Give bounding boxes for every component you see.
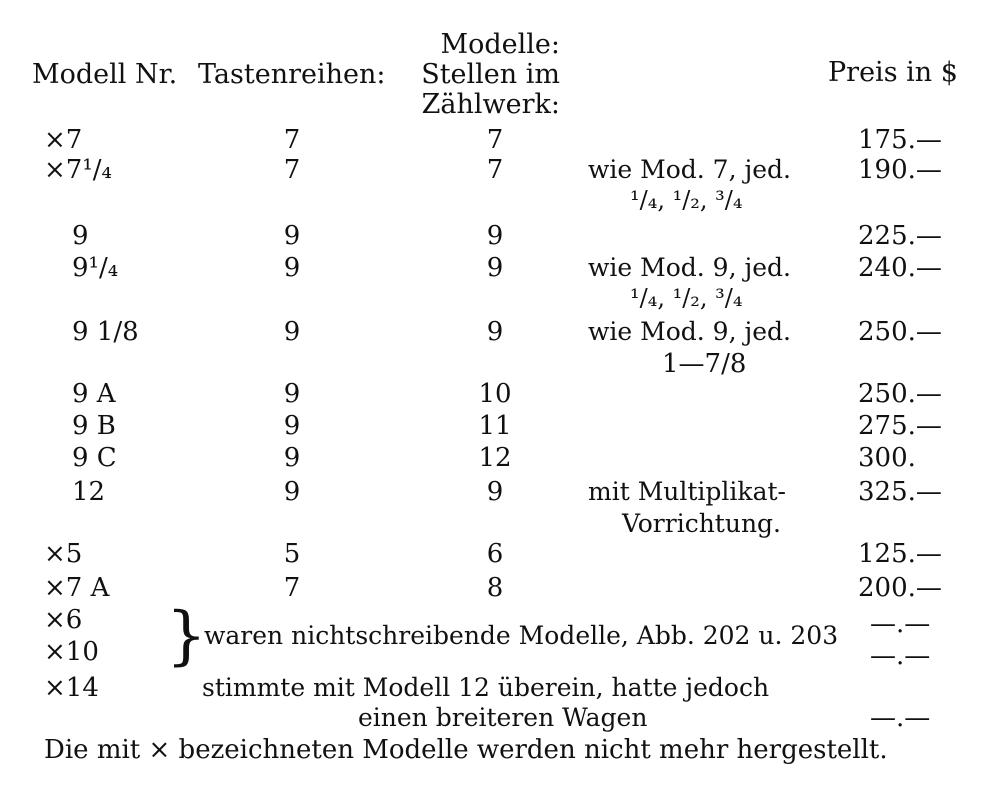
row-6-places: 10 <box>478 379 512 409</box>
row-9-note-line2: Vorrichtung. <box>622 509 782 538</box>
row-6-price: 250.— <box>858 379 942 409</box>
row-4-places: 9 <box>486 253 504 283</box>
header-register-line3: Zählwerk: <box>421 89 560 120</box>
header-key-rows: Tastenreihen: <box>198 59 386 90</box>
model-6: ×6 <box>44 605 83 635</box>
row-2-note: wie Mod. 7, jed. <box>588 155 791 184</box>
row-6-keys: 9 <box>283 379 301 409</box>
row-4-price: 240.— <box>858 253 942 283</box>
row-2-model: ×7¹/₄ <box>44 155 112 185</box>
row-11-model: ×7 A <box>44 573 110 603</box>
row-5-note-range: 1—7/8 <box>662 349 747 379</box>
row-4-note-fractions: ¹/₄, ¹/₂, ³/₄ <box>630 284 743 312</box>
row-7-price: 275.— <box>858 411 942 441</box>
row-11-keys: 7 <box>283 573 301 603</box>
row-8-places: 12 <box>478 443 512 473</box>
row-11-places: 8 <box>486 573 504 603</box>
row-7-keys: 9 <box>283 411 301 441</box>
non-writing-models-note: waren nichtschreibende Modelle, Abb. 202 u. 203 <box>204 621 839 650</box>
row-9-price: 325.— <box>858 477 942 507</box>
row-5-model: 9 1/8 <box>72 317 139 347</box>
row-6-model: 9 A <box>72 379 116 409</box>
model-10: ×10 <box>44 637 99 667</box>
footnote: Die mit × bezeichneten Modelle werden nicht mehr hergestellt. <box>44 735 888 765</box>
row-2-note-fractions: ¹/₄, ¹/₂, ³/₄ <box>630 186 743 214</box>
row-5-price: 250.— <box>858 317 942 347</box>
row-2-places: 7 <box>486 155 504 185</box>
header-register-line1: Modelle: <box>440 29 560 60</box>
row-10-model: ×5 <box>44 539 83 569</box>
row-4-keys: 9 <box>283 253 301 283</box>
model-6-price: —.— <box>870 609 931 639</box>
model-14-note-line2: einen breiteren Wagen <box>358 703 648 732</box>
header-model-no: Modell Nr. <box>32 59 178 90</box>
row-9-model: 12 <box>72 477 106 507</box>
row-11-price: 200.— <box>858 573 942 603</box>
row-10-places: 6 <box>486 539 504 569</box>
model-14: ×14 <box>44 673 99 703</box>
row-1-model: ×7 <box>44 125 83 155</box>
header-register-line2: Stellen im <box>421 59 560 90</box>
row-9-places: 9 <box>486 477 504 507</box>
row-8-model: 9 C <box>72 443 117 473</box>
model-14-price: —.— <box>870 703 931 733</box>
row-4-note: wie Mod. 9, jed. <box>588 253 791 282</box>
header-price: Preis in $ <box>828 57 958 88</box>
row-10-price: 125.— <box>858 539 942 569</box>
row-2-price: 190.— <box>858 155 942 185</box>
row-1-price: 175.— <box>858 125 942 155</box>
row-9-keys: 9 <box>283 477 301 507</box>
row-3-price: 225.— <box>858 221 942 251</box>
row-4-model: 9¹/₄ <box>72 253 119 283</box>
model-10-price: —.— <box>870 641 931 671</box>
row-3-keys: 9 <box>283 221 301 251</box>
row-1-keys: 7 <box>283 125 301 155</box>
row-10-keys: 5 <box>283 539 301 569</box>
row-2-keys: 7 <box>283 155 301 185</box>
row-9-note: mit Multiplikat- <box>588 477 786 506</box>
row-7-model: 9 B <box>72 411 116 441</box>
row-3-places: 9 <box>486 221 504 251</box>
row-8-price: 300. <box>858 443 916 473</box>
row-5-note: wie Mod. 9, jed. <box>588 317 791 346</box>
row-3-model: 9 <box>72 221 89 251</box>
row-8-keys: 9 <box>283 443 301 473</box>
row-7-places: 11 <box>478 411 512 441</box>
row-5-keys: 9 <box>283 317 301 347</box>
row-1-places: 7 <box>486 125 504 155</box>
curly-brace-icon: } <box>166 599 207 673</box>
model-14-note-line1: stimmte mit Modell 12 überein, hatte jedoch <box>202 673 770 702</box>
row-5-places: 9 <box>486 317 504 347</box>
